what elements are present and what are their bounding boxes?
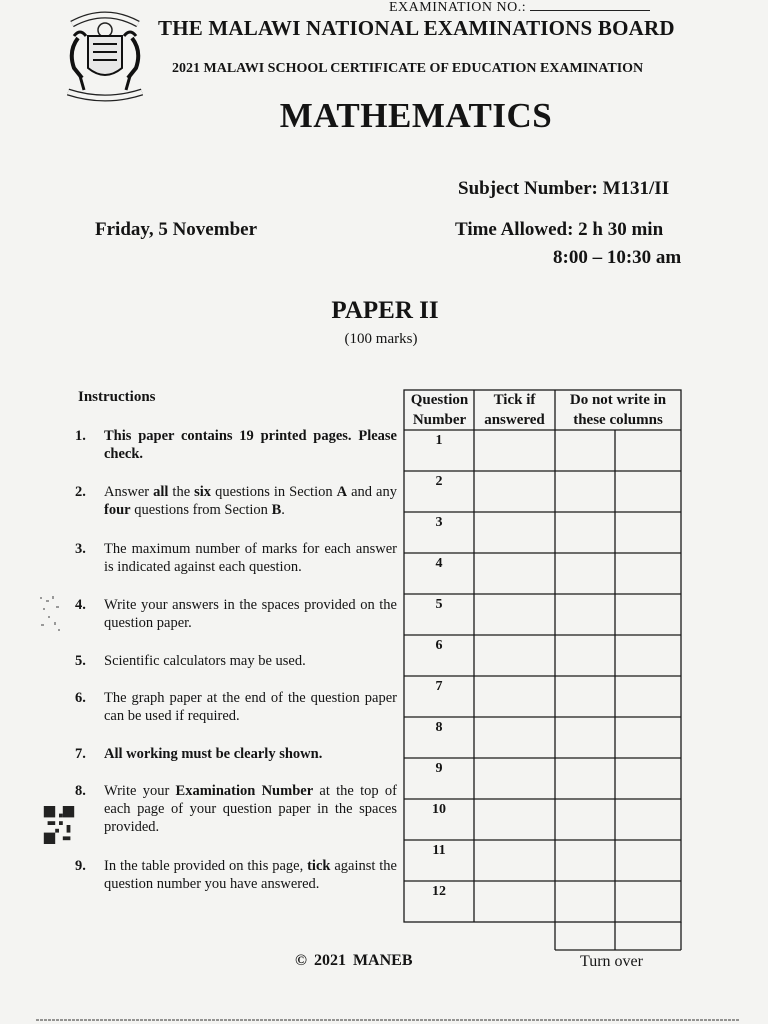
instruction-text: Write your answers in the spaces provided on the question paper. (104, 597, 397, 631)
instruction-text: All working must be clearly shown. (104, 746, 323, 762)
scan-speckle (38, 594, 64, 634)
copyright-notice: © 2021 MANEB (295, 952, 413, 969)
instruction-number: 7. (75, 746, 86, 762)
question-number-cell: 2 (435, 474, 443, 489)
instruction-text: Write your Examination Number at the top of each page of your question paper in the spaces provided. (104, 783, 397, 835)
instruction-number: 4. (75, 597, 86, 613)
exam-date: Friday, 5 November (95, 219, 258, 240)
time-range: 8:00 – 10:30 am (553, 247, 682, 268)
instruction-text: The maximum number of marks for each answer is indicated against each question. (104, 541, 397, 575)
question-number-cell: 6 (435, 638, 443, 653)
paper-title: PAPER II (331, 297, 439, 324)
question-number-cell: 12 (432, 884, 446, 899)
question-number-cell: 1 (435, 433, 443, 448)
question-number-cell: 3 (435, 515, 443, 530)
header-tick-if-answered: Tick if answered (484, 392, 545, 428)
instructions-heading: Instructions (78, 389, 156, 405)
instruction-text: The graph paper at the end of the question paper can be used if required. (104, 690, 397, 724)
instruction-text: Scientific calculators may be used. (104, 653, 306, 669)
paper-marks: (100 marks) (344, 331, 418, 347)
instruction-number: 8. (75, 783, 86, 799)
board-title: THE MALAWI NATIONAL EXAMINATIONS BOARD (158, 16, 675, 40)
question-number-cell: 10 (432, 802, 446, 817)
examination-number-label: EXAMINATION NO.: (389, 0, 527, 15)
question-number-cell: 9 (435, 761, 443, 776)
question-number-cell: 11 (432, 843, 446, 858)
header-question-number: Question Number (410, 392, 469, 428)
question-number-cell: 4 (435, 556, 443, 571)
certificate-title: 2021 MALAWI SCHOOL CERTIFICATE OF EDUCATION EXAMINATION (172, 61, 644, 76)
qr-code-icon (43, 806, 75, 844)
instruction-number: 3. (75, 541, 86, 557)
instruction-number: 6. (75, 690, 86, 706)
question-number-cell: 8 (435, 720, 443, 735)
question-number-cell: 7 (435, 679, 443, 694)
question-number-cell: 5 (435, 597, 443, 612)
instruction-number: 1. (75, 428, 86, 444)
turn-over-note: Turn over (580, 953, 643, 970)
instruction-text: In the table provided on this page, tick against the question number you have answered. (104, 858, 397, 892)
instruction-number: 2. (75, 484, 86, 500)
time-allowed: Time Allowed: 2 h 30 min (455, 219, 664, 240)
instruction-number: 9. (75, 858, 86, 874)
header-do-not-write: Do not write in these columns (569, 392, 667, 428)
instruction-text: This paper contains 19 printed pages. Please check. (104, 428, 397, 462)
subject-number: Subject Number: M131/II (458, 178, 670, 199)
instruction-text: Answer all the six questions in Section A and any four questions from Section B. (104, 484, 397, 518)
instruction-number: 5. (75, 653, 86, 669)
subject-title: MATHEMATICS (279, 96, 553, 135)
